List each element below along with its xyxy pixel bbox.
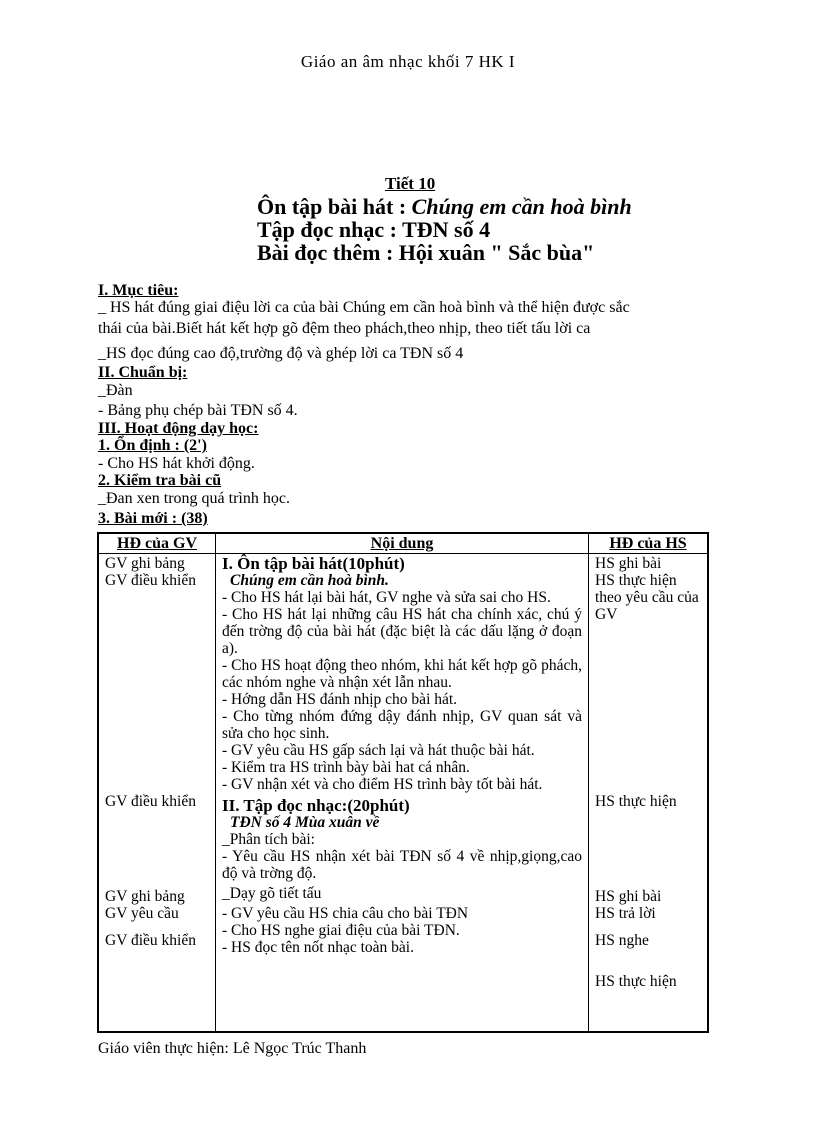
col-teacher-header: HĐ của GV <box>98 533 216 554</box>
lesson-plan-table <box>97 532 709 1033</box>
objective-line: _ HS hát đúng giai điệu lời ca của bài Chúng em cần hoà bình và thể hiện được sắc <box>98 299 630 316</box>
teacher-activity: GV điều khiển <box>105 572 196 589</box>
step-new-lesson: 3. Bài mới : (38) <box>98 510 208 527</box>
activities-heading: III. Hoạt động dạy học: <box>98 420 259 437</box>
student-activity: HS nghe <box>595 932 649 949</box>
teacher-activity: GV ghi bảng <box>105 888 185 905</box>
step-review-text: _Đan xen trong quá trình học. <box>98 490 290 507</box>
part2-title: II. Tập đọc nhạc:(20phút) <box>222 796 410 815</box>
page-footer: Giáo viên thực hiện: Lê Ngọc Trúc Thanh <box>98 1040 367 1057</box>
preparation-heading: II. Chuẩn bị: <box>98 364 188 381</box>
step-stabilize: 1. Ổn định : (2') <box>98 437 207 454</box>
part2-song: TĐN số 4 Mùa xuân về <box>230 814 380 831</box>
content-cell <box>216 554 589 1033</box>
preparation-line: - Bảng phụ chép bài TĐN số 4. <box>98 402 298 419</box>
content-line: - Cho HS nghe giai điệu của bài TĐN. <box>222 922 460 939</box>
part1-song: Chúng em cần hoà bình. <box>230 572 389 589</box>
review-label: Ôn tập bài hát : <box>257 194 412 219</box>
teacher-activity: GV điều khiển <box>105 793 196 810</box>
student-activity: HS ghi bài <box>595 555 662 572</box>
student-activity-cell <box>589 554 709 1033</box>
student-activity: HS thực hiện <box>595 973 677 990</box>
objective-line: _HS đọc đúng cao độ,trường độ và ghép lời ca TĐN số 4 <box>98 345 464 362</box>
page-header: Giáo an âm nhạc khối 7 HK I <box>300 52 516 71</box>
student-activity: HS trả lời <box>595 905 656 922</box>
student-activity: HS thực hiện <box>595 793 677 810</box>
content-line: - GV yêu cầu HS gấp sách lại và hát thuộc bài hát. <box>222 742 535 759</box>
content-line: - Cho HS hát lại bài hát, GV nghe và sửa sai cho HS. <box>222 589 551 606</box>
content-line: _Phân tích bài: <box>222 831 315 848</box>
content-line: - Hớng dẫn HS đánh nhịp cho bài hát. <box>222 691 458 708</box>
part1-title: I. Ôn tập bài hát(10phút) <box>222 554 405 573</box>
table-row <box>98 554 708 1033</box>
content-line: - Cho HS hoạt động theo nhóm, khi hát kết hợp gõ phách, các nhóm nghe và nhận xét lẫn nhau. <box>222 657 582 691</box>
content-line: - Kiểm tra HS trình bày bài hat cá nhân. <box>222 759 470 776</box>
content-line: - HS đọc tên nốt nhạc toàn bài. <box>222 939 414 956</box>
student-activity: HS ghi bài <box>595 888 662 905</box>
content-line: - GV yêu cầu HS chia câu cho bài TĐN <box>222 905 469 922</box>
step-review: 2. Kiểm tra bài cũ <box>98 472 222 489</box>
content-line: _Dạy gõ tiết tấu <box>222 885 322 902</box>
table-header-row <box>98 533 708 554</box>
content-line: - Yêu cầu HS nhận xét bài TĐN số 4 về nhịp,giọng,cao độ và trờng độ. <box>222 848 582 882</box>
col-student-header: HĐ của HS <box>589 533 709 554</box>
teacher-activity: GV ghi bảng <box>105 555 185 572</box>
teacher-activity-cell <box>98 554 216 1033</box>
objective-line: thái của bài.Biết hát kết hợp gõ đệm theo phách,theo nhịp, theo tiết tấu lời ca <box>98 320 591 337</box>
student-activity: HS thực hiện theo yêu cầu của GV <box>595 572 699 623</box>
content-line: - Cho từng nhóm đứng dậy đánh nhịp, GV quan sát và sửa cho học sinh. <box>222 708 582 742</box>
lesson-number: Tiết 10 <box>385 174 436 193</box>
lesson-title-extra: Bài đọc thêm : Hội xuân " Sắc bùa" <box>257 240 595 265</box>
content-line: - Cho HS hát lại những câu HS hát cha chính xác, chú ý đến trờng độ của bài hát (đặc biệt là các dấu lặng ở đoạn a). <box>222 606 582 657</box>
objectives-heading: I. Mục tiêu: <box>98 282 179 299</box>
col-content-header: Nội dung <box>216 533 589 554</box>
step-stabilize-text: - Cho HS hát khởi động. <box>98 455 255 472</box>
lesson-title-reading: Tập đọc nhạc : TĐN số 4 <box>257 217 491 242</box>
content-line: - GV nhận xét và cho điểm HS trình bày tốt bài hát. <box>222 776 543 793</box>
teacher-activity: GV điều khiển <box>105 932 196 949</box>
teacher-activity: GV yêu cầu <box>105 905 179 922</box>
preparation-line: _Đàn <box>98 382 133 399</box>
song-title: Chúng em cần hoà bình <box>411 194 632 219</box>
